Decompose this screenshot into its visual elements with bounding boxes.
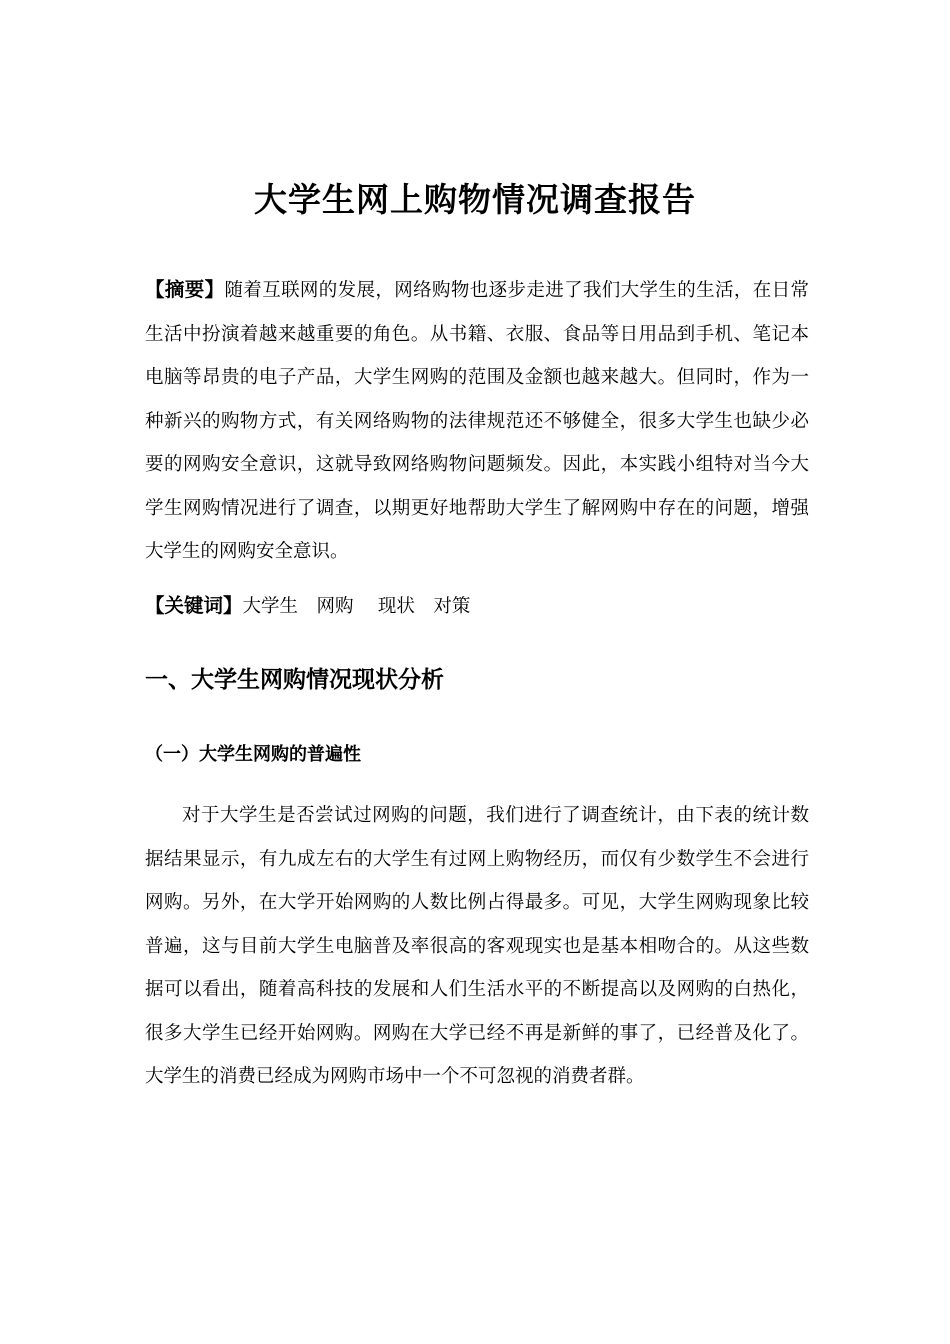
keywords-label: 【关键词】 bbox=[145, 594, 243, 617]
keywords-line bbox=[145, 586, 809, 627]
subsection-heading: （一）大学生网购的普遍性 bbox=[145, 744, 361, 765]
document-title: 大学生网上购物情况调查报告 bbox=[254, 180, 696, 220]
abstract-paragraph bbox=[145, 268, 809, 574]
abstract-label: 【摘要】 bbox=[145, 278, 225, 301]
section-heading: 一、大学生网购情况现状分析 bbox=[145, 667, 444, 693]
body-paragraph: 对于大学生是否尝试过网购的问题，我们进行了调查统计，由下表的统计数据结果显示，有九成左右的大学生有过网上购物经历，而仅有少数学生不会进行网购。另外，在大学开始网购的人数比例占得最多。可见，大学生网购现象比较普遍，这与目前大学生电脑普及率很高的客观现实也是基本相吻合的。从这些数据可以看出，随着高科技的发展和人们生活水平的不断提高以及网购的白热化，很多大学生已经开始网购。网购在大学已经不再是新鲜的事了，已经普及化了。大学生的消费已经成为网购市场中一个不可忽视的消费者群。 bbox=[145, 805, 809, 1087]
abstract-text: 随着互联网的发展，网络购物也逐步走进了我们大学生的生活，在日常生活中扮演着越来越重要的角色。从书籍、衣服、食品等日用品到手机、笔记本电脑等昂贵的电子产品，大学生网购的范围及金额也越来越大。但同时，作为一种新兴的购物方式，有关网络购物的法律规范还不够健全，很多大学生也缺少必要的网购安全意识，这就导致网络购物问题频发。因此，本实践小组特对当今大学生网购情况进行了调查，以期更好地帮助大学生了解网购中存在的问题，增强大学生的网购安全意识。 bbox=[145, 280, 809, 562]
keywords-text: 大学生 网购 现状 对策 bbox=[242, 596, 471, 617]
